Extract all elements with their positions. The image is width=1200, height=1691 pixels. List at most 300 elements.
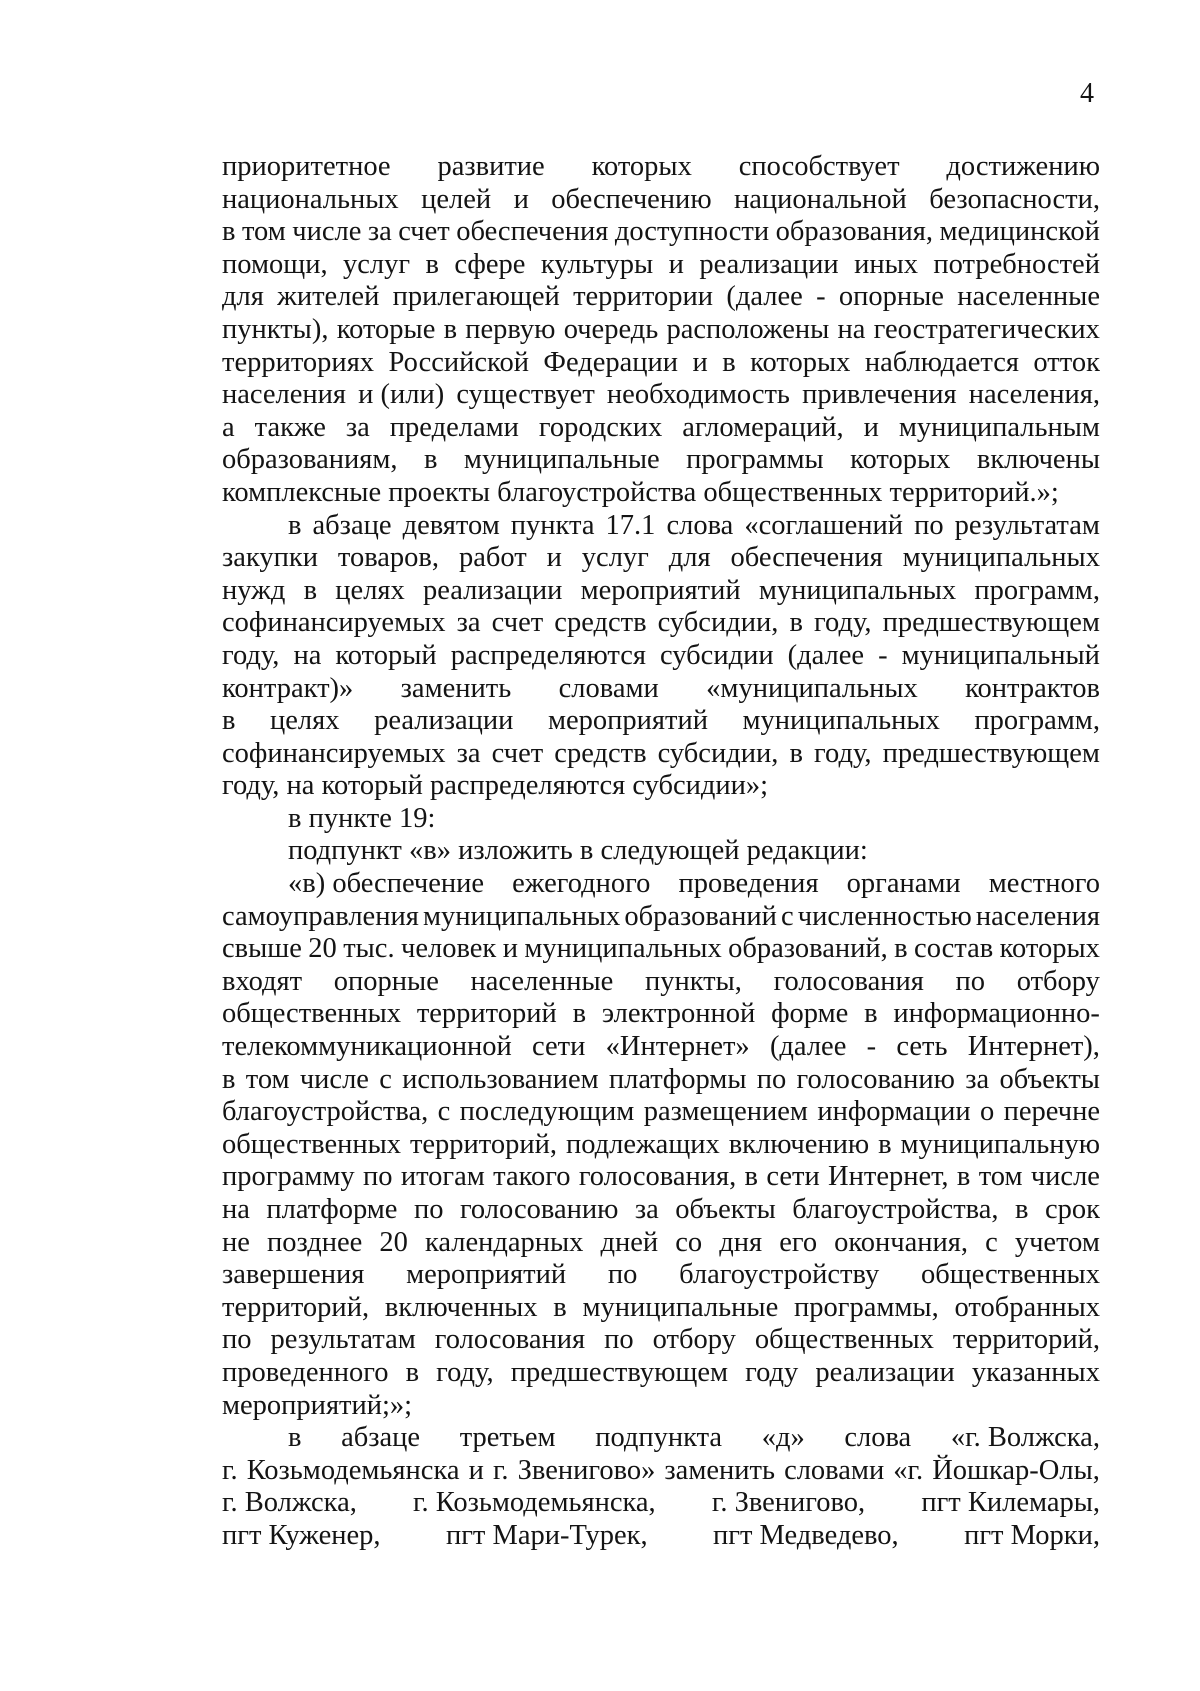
word: привлечения xyxy=(802,379,957,411)
word: сети xyxy=(766,1161,820,1193)
paragraph xyxy=(222,151,1100,510)
word: тыс. xyxy=(343,933,395,965)
word: развитие xyxy=(437,151,545,182)
word: закупки xyxy=(222,542,318,574)
word: последующим xyxy=(459,1096,635,1128)
word: и xyxy=(502,933,518,965)
word: по xyxy=(756,1063,787,1095)
text-line xyxy=(222,412,1100,445)
word: за xyxy=(345,411,370,443)
word: населения xyxy=(222,379,347,411)
word: и (или) xyxy=(358,379,445,411)
word: в xyxy=(789,607,803,639)
word: благоустройства, xyxy=(792,1194,999,1225)
word: в xyxy=(864,998,878,1030)
word: обеспечению xyxy=(551,183,712,215)
word: - xyxy=(816,281,826,313)
word: результатам xyxy=(270,1324,416,1356)
text-line xyxy=(222,151,1100,184)
word: которых xyxy=(591,151,692,182)
word: территорий, xyxy=(952,1324,1100,1356)
text-line xyxy=(222,249,1100,282)
word: слова xyxy=(666,509,734,541)
word: о xyxy=(980,1096,995,1128)
text-line xyxy=(222,1194,1100,1227)
text-line xyxy=(222,738,1100,771)
word: геостратегических xyxy=(873,313,1100,345)
word: мероприятий xyxy=(406,1259,567,1291)
word: счет xyxy=(491,737,544,769)
word: целях xyxy=(270,705,340,737)
text-line: году, на который распределяются субсидии»; xyxy=(222,770,769,802)
text-line xyxy=(222,1096,1100,1129)
word: завершения xyxy=(222,1259,365,1291)
word: в xyxy=(956,1161,971,1193)
word: мероприятий xyxy=(580,574,741,606)
word: с xyxy=(379,1063,392,1095)
word: обеспечения xyxy=(730,542,883,574)
word: по xyxy=(363,1161,393,1193)
word: г. Звенигово, xyxy=(711,1487,866,1519)
text-line xyxy=(222,1422,1100,1455)
word: календарных xyxy=(424,1226,584,1258)
word: (далее xyxy=(787,639,865,671)
word: в xyxy=(222,1063,236,1095)
word: «соглашений xyxy=(744,509,904,541)
word: за xyxy=(456,737,481,769)
word: «муниципальных xyxy=(706,672,918,704)
text-line xyxy=(222,933,1100,966)
text-line xyxy=(222,607,1100,640)
word: программы xyxy=(686,444,824,476)
word: территориях xyxy=(222,346,375,378)
word: культуры xyxy=(540,248,654,280)
word: пгт Куженер, xyxy=(222,1519,381,1551)
word: с xyxy=(781,900,794,932)
text-line xyxy=(222,1357,1100,1390)
word: пункты, xyxy=(644,965,742,997)
text-line xyxy=(222,1064,1100,1097)
word: реализации xyxy=(699,248,839,280)
word: опорные xyxy=(838,281,944,313)
word: и xyxy=(513,183,529,215)
word: муниципальных xyxy=(742,705,940,737)
text-line xyxy=(222,1227,1100,1260)
word: окончания, xyxy=(834,1226,969,1258)
word: работ xyxy=(458,542,527,574)
word: пгт Медведево, xyxy=(713,1519,899,1551)
word: «Интернет» xyxy=(605,1031,750,1063)
paragraph xyxy=(222,803,1100,836)
text-line: в пункте 19: xyxy=(288,802,436,834)
word: который xyxy=(335,639,437,671)
word: слова xyxy=(844,1422,912,1454)
word: 20 xyxy=(308,933,337,965)
text-line xyxy=(222,1259,1100,1292)
word: целях xyxy=(335,574,405,606)
word: дня xyxy=(719,1226,763,1258)
word: расположены xyxy=(666,313,830,345)
word: сеть xyxy=(896,1031,948,1063)
word: счет xyxy=(398,216,450,248)
word: муниципальным xyxy=(898,411,1100,443)
word: подпункта xyxy=(595,1422,723,1454)
word: словами xyxy=(558,672,659,704)
word: включению xyxy=(728,1128,870,1160)
text-line xyxy=(222,281,1100,314)
word: «в) обеспечение xyxy=(288,868,485,900)
document-body xyxy=(222,151,1100,1553)
word: способствует xyxy=(738,151,900,182)
word: «г. xyxy=(893,1454,924,1486)
word: третьем xyxy=(459,1422,556,1454)
word: муниципальный xyxy=(901,639,1100,671)
word: в xyxy=(722,346,736,378)
word: размещением xyxy=(643,1096,808,1128)
text-line xyxy=(222,1520,1100,1553)
word: в xyxy=(288,1422,302,1454)
word: учетом xyxy=(1014,1226,1100,1258)
word: иных xyxy=(854,248,918,280)
word: агломераций, xyxy=(682,411,844,443)
word: софинансируемых xyxy=(222,737,446,769)
word: пределами xyxy=(389,411,519,443)
text-line xyxy=(222,1161,1100,1194)
word: на xyxy=(293,639,322,671)
word: городских xyxy=(538,411,663,443)
word: нужд xyxy=(222,574,286,606)
word: опорные xyxy=(333,965,439,997)
word: помощи, xyxy=(222,248,328,280)
word: году xyxy=(745,1356,799,1388)
word: итогам xyxy=(400,1161,485,1193)
text-line xyxy=(222,1455,1100,1488)
word: том xyxy=(241,216,286,248)
paragraph xyxy=(222,835,1100,868)
word: в xyxy=(405,1356,420,1388)
word: Йошкар-Олы, xyxy=(932,1454,1100,1486)
word: для xyxy=(668,542,711,574)
word: (далее xyxy=(726,281,803,313)
word: и xyxy=(863,411,879,443)
word: г. Козьмодемьянска, xyxy=(413,1487,656,1519)
word: Интернет, xyxy=(828,1161,949,1193)
word: по xyxy=(413,1194,444,1225)
page-number: 4 xyxy=(1080,78,1094,109)
word: благоустройству xyxy=(679,1259,880,1291)
word: человек xyxy=(401,933,497,965)
word: численностью xyxy=(797,900,972,932)
word: распределяются xyxy=(450,639,646,671)
word: включенных xyxy=(384,1291,538,1323)
word: срок xyxy=(1044,1194,1100,1225)
word: для xyxy=(222,281,264,313)
word: услуг xyxy=(581,542,649,574)
word: предшествующем xyxy=(882,607,1100,639)
word: проведенного xyxy=(222,1356,389,1388)
word: контракт)» xyxy=(222,672,354,704)
word: программы, xyxy=(794,1291,939,1323)
text-line xyxy=(222,184,1100,217)
paragraph xyxy=(222,868,1100,1422)
word: информационно- xyxy=(893,998,1100,1030)
word: в xyxy=(1015,1194,1029,1225)
text-line xyxy=(222,216,1100,249)
word: услуг xyxy=(343,248,411,280)
word: средств xyxy=(554,737,647,769)
text-line xyxy=(222,1129,1100,1162)
word: результатам xyxy=(954,509,1100,541)
word: необходимость xyxy=(606,379,790,411)
word: году, xyxy=(814,737,872,769)
word: на xyxy=(837,313,866,345)
word: г. Волжска, xyxy=(222,1487,357,1519)
text-line: подпункт «в» изложить в следующей редакции: xyxy=(288,835,868,867)
word: пгт Килемары, xyxy=(921,1487,1100,1519)
word: Интернет), xyxy=(967,1031,1100,1063)
word: субсидии, xyxy=(657,607,779,639)
word: которых xyxy=(999,933,1100,965)
word: по xyxy=(607,1259,638,1291)
word: абзаце xyxy=(312,509,392,541)
word: контрактов xyxy=(965,672,1100,704)
word: также xyxy=(254,411,326,443)
word: целей xyxy=(421,183,492,215)
word: муниципальных xyxy=(524,933,722,965)
word: электронной xyxy=(601,998,756,1030)
word: и xyxy=(668,248,684,280)
word: мероприятий xyxy=(547,705,708,737)
word: общественных xyxy=(920,1259,1100,1291)
word: указанных xyxy=(971,1356,1100,1388)
word: образований xyxy=(624,900,777,932)
word: голосованию xyxy=(459,1194,619,1225)
word: в xyxy=(303,574,318,606)
word: обеспечения xyxy=(456,216,609,248)
word: потребностей xyxy=(933,248,1100,280)
text-line: мероприятий;»; xyxy=(222,1389,413,1421)
word: включены xyxy=(976,444,1100,476)
word: товаров, xyxy=(337,542,440,574)
word: отток xyxy=(1033,346,1100,378)
word: доступности xyxy=(614,216,770,248)
word: платформы xyxy=(608,1063,747,1095)
word: свыше xyxy=(222,933,302,965)
word: муниципальную xyxy=(900,1128,1100,1160)
word: муниципальных xyxy=(902,542,1100,574)
word: отбору xyxy=(1016,965,1100,997)
word: Российской xyxy=(388,346,529,378)
word: территорий, xyxy=(222,1291,370,1323)
word: за xyxy=(965,1063,990,1095)
word: объекты xyxy=(999,1063,1100,1095)
word: населенные xyxy=(957,281,1100,313)
word: реализации xyxy=(815,1356,955,1388)
word: том xyxy=(978,1161,1023,1193)
word: числе xyxy=(292,216,362,248)
word: не xyxy=(222,1226,250,1258)
text-line xyxy=(222,575,1100,608)
word: местного xyxy=(988,868,1100,900)
word: по xyxy=(914,509,944,541)
word: населения, xyxy=(968,379,1100,411)
word: использованием xyxy=(402,1063,599,1095)
word: в xyxy=(789,737,803,769)
word: дней xyxy=(600,1226,659,1258)
word: информации xyxy=(817,1096,971,1128)
text-line xyxy=(222,901,1100,934)
word: которые xyxy=(336,313,436,345)
word: - xyxy=(866,1031,877,1063)
word: году, xyxy=(436,1356,494,1388)
word: территорий, xyxy=(409,1128,558,1160)
word: пгт Морки, xyxy=(964,1519,1100,1551)
word: (далее xyxy=(769,1031,847,1063)
word: в xyxy=(288,509,302,541)
text-line xyxy=(222,673,1100,706)
word: предшествующем xyxy=(510,1356,729,1388)
word: сфере xyxy=(454,248,526,280)
word: по xyxy=(604,1324,634,1356)
word: сети xyxy=(532,1031,586,1063)
word: со xyxy=(675,1226,703,1258)
word: заменить xyxy=(400,672,512,704)
word: «г. Волжска, xyxy=(950,1422,1100,1454)
word: жителей xyxy=(277,281,380,313)
word: его xyxy=(779,1226,818,1258)
word: форме xyxy=(771,998,849,1030)
word: - xyxy=(878,639,888,671)
word: абзаце xyxy=(341,1422,421,1454)
word: приоритетное xyxy=(222,151,391,182)
word: общественных xyxy=(222,1128,402,1160)
word: за xyxy=(367,216,392,248)
word: населения xyxy=(975,900,1100,932)
word: программ, xyxy=(974,574,1100,606)
word: Федерации xyxy=(543,346,679,378)
text-line xyxy=(222,868,1100,901)
word: предшествующем xyxy=(882,737,1100,769)
word: на xyxy=(222,1194,250,1225)
text-line xyxy=(222,966,1100,999)
word: национальной xyxy=(734,183,907,215)
word: реализации xyxy=(374,705,514,737)
word: проведения xyxy=(678,868,819,900)
word: входят xyxy=(222,965,303,997)
word: в xyxy=(425,248,439,280)
word: достижению xyxy=(946,151,1100,182)
word: по xyxy=(222,1324,252,1356)
word: голосованию xyxy=(796,1063,955,1095)
word: за xyxy=(456,607,481,639)
word: образованиям, xyxy=(222,444,398,476)
word: субсидии xyxy=(660,639,774,671)
text-line xyxy=(222,314,1100,347)
word: словами xyxy=(784,1454,885,1486)
word: населенные xyxy=(470,965,614,997)
word: в xyxy=(553,1291,567,1323)
word: образования, xyxy=(775,216,934,248)
word: и xyxy=(692,346,708,378)
word: программ, xyxy=(974,705,1100,737)
word: г. xyxy=(222,1454,238,1486)
word: числе xyxy=(299,1063,369,1095)
text-line xyxy=(222,1487,1100,1520)
word: наблюдается xyxy=(864,346,1019,378)
word: ежегодного xyxy=(512,868,651,900)
text-line xyxy=(222,705,1100,738)
word: территории xyxy=(573,281,714,313)
word: такого xyxy=(493,1161,571,1193)
text-line xyxy=(222,640,1100,673)
word: муниципальные xyxy=(463,444,660,476)
word: муниципальные xyxy=(582,1291,779,1323)
word: 20 xyxy=(379,1226,408,1258)
word: позднее xyxy=(266,1226,363,1258)
text-line: комплексные проекты благоустройства общественных территорий.»; xyxy=(222,476,1059,508)
word: в xyxy=(443,313,458,345)
word: перечне xyxy=(1003,1096,1100,1128)
text-line xyxy=(222,1292,1100,1325)
word: с xyxy=(985,1226,998,1258)
word: средств xyxy=(554,607,647,639)
word: реализации xyxy=(423,574,563,606)
word: девятом xyxy=(402,509,500,541)
word: пункты), xyxy=(222,313,329,345)
word: общественных xyxy=(754,1324,934,1356)
paragraph xyxy=(222,1422,1100,1552)
word: голосования xyxy=(773,965,924,997)
word: счет xyxy=(491,607,544,639)
text-line xyxy=(222,998,1100,1031)
word: которых xyxy=(850,444,951,476)
word: с xyxy=(437,1096,451,1128)
word: самоуправления xyxy=(222,900,419,932)
word: существует xyxy=(456,379,595,411)
paragraph xyxy=(222,510,1100,803)
word: году, xyxy=(814,607,872,639)
word: прилегающей xyxy=(392,281,560,313)
word: субсидии, xyxy=(657,737,779,769)
word: программу xyxy=(222,1161,355,1193)
word: в xyxy=(222,705,236,737)
word: 17.1 xyxy=(605,509,656,541)
word: образований, xyxy=(728,933,888,965)
text-line xyxy=(222,379,1100,412)
word: пгт Мари-Турек, xyxy=(445,1519,648,1551)
word: муниципальных xyxy=(758,574,957,606)
word: национальных xyxy=(222,183,399,215)
word: числе xyxy=(1030,1161,1100,1193)
word: отобранных xyxy=(954,1291,1100,1323)
word: г. xyxy=(492,1454,509,1486)
word: отбору xyxy=(652,1324,736,1356)
word: безопасности, xyxy=(929,183,1100,215)
text-line xyxy=(222,347,1100,380)
word: первую xyxy=(465,313,556,345)
word: в xyxy=(744,1161,759,1193)
word: телекоммуникационной xyxy=(222,1031,512,1063)
text-line xyxy=(222,1031,1100,1064)
word: Козьмодемьянска xyxy=(246,1454,460,1486)
word: и xyxy=(546,542,562,574)
word: органами xyxy=(846,868,961,900)
word: территорий xyxy=(416,998,557,1030)
word: и xyxy=(468,1454,484,1486)
word: «д» xyxy=(761,1422,805,1454)
word: которых xyxy=(750,346,851,378)
word: состав xyxy=(914,933,994,965)
